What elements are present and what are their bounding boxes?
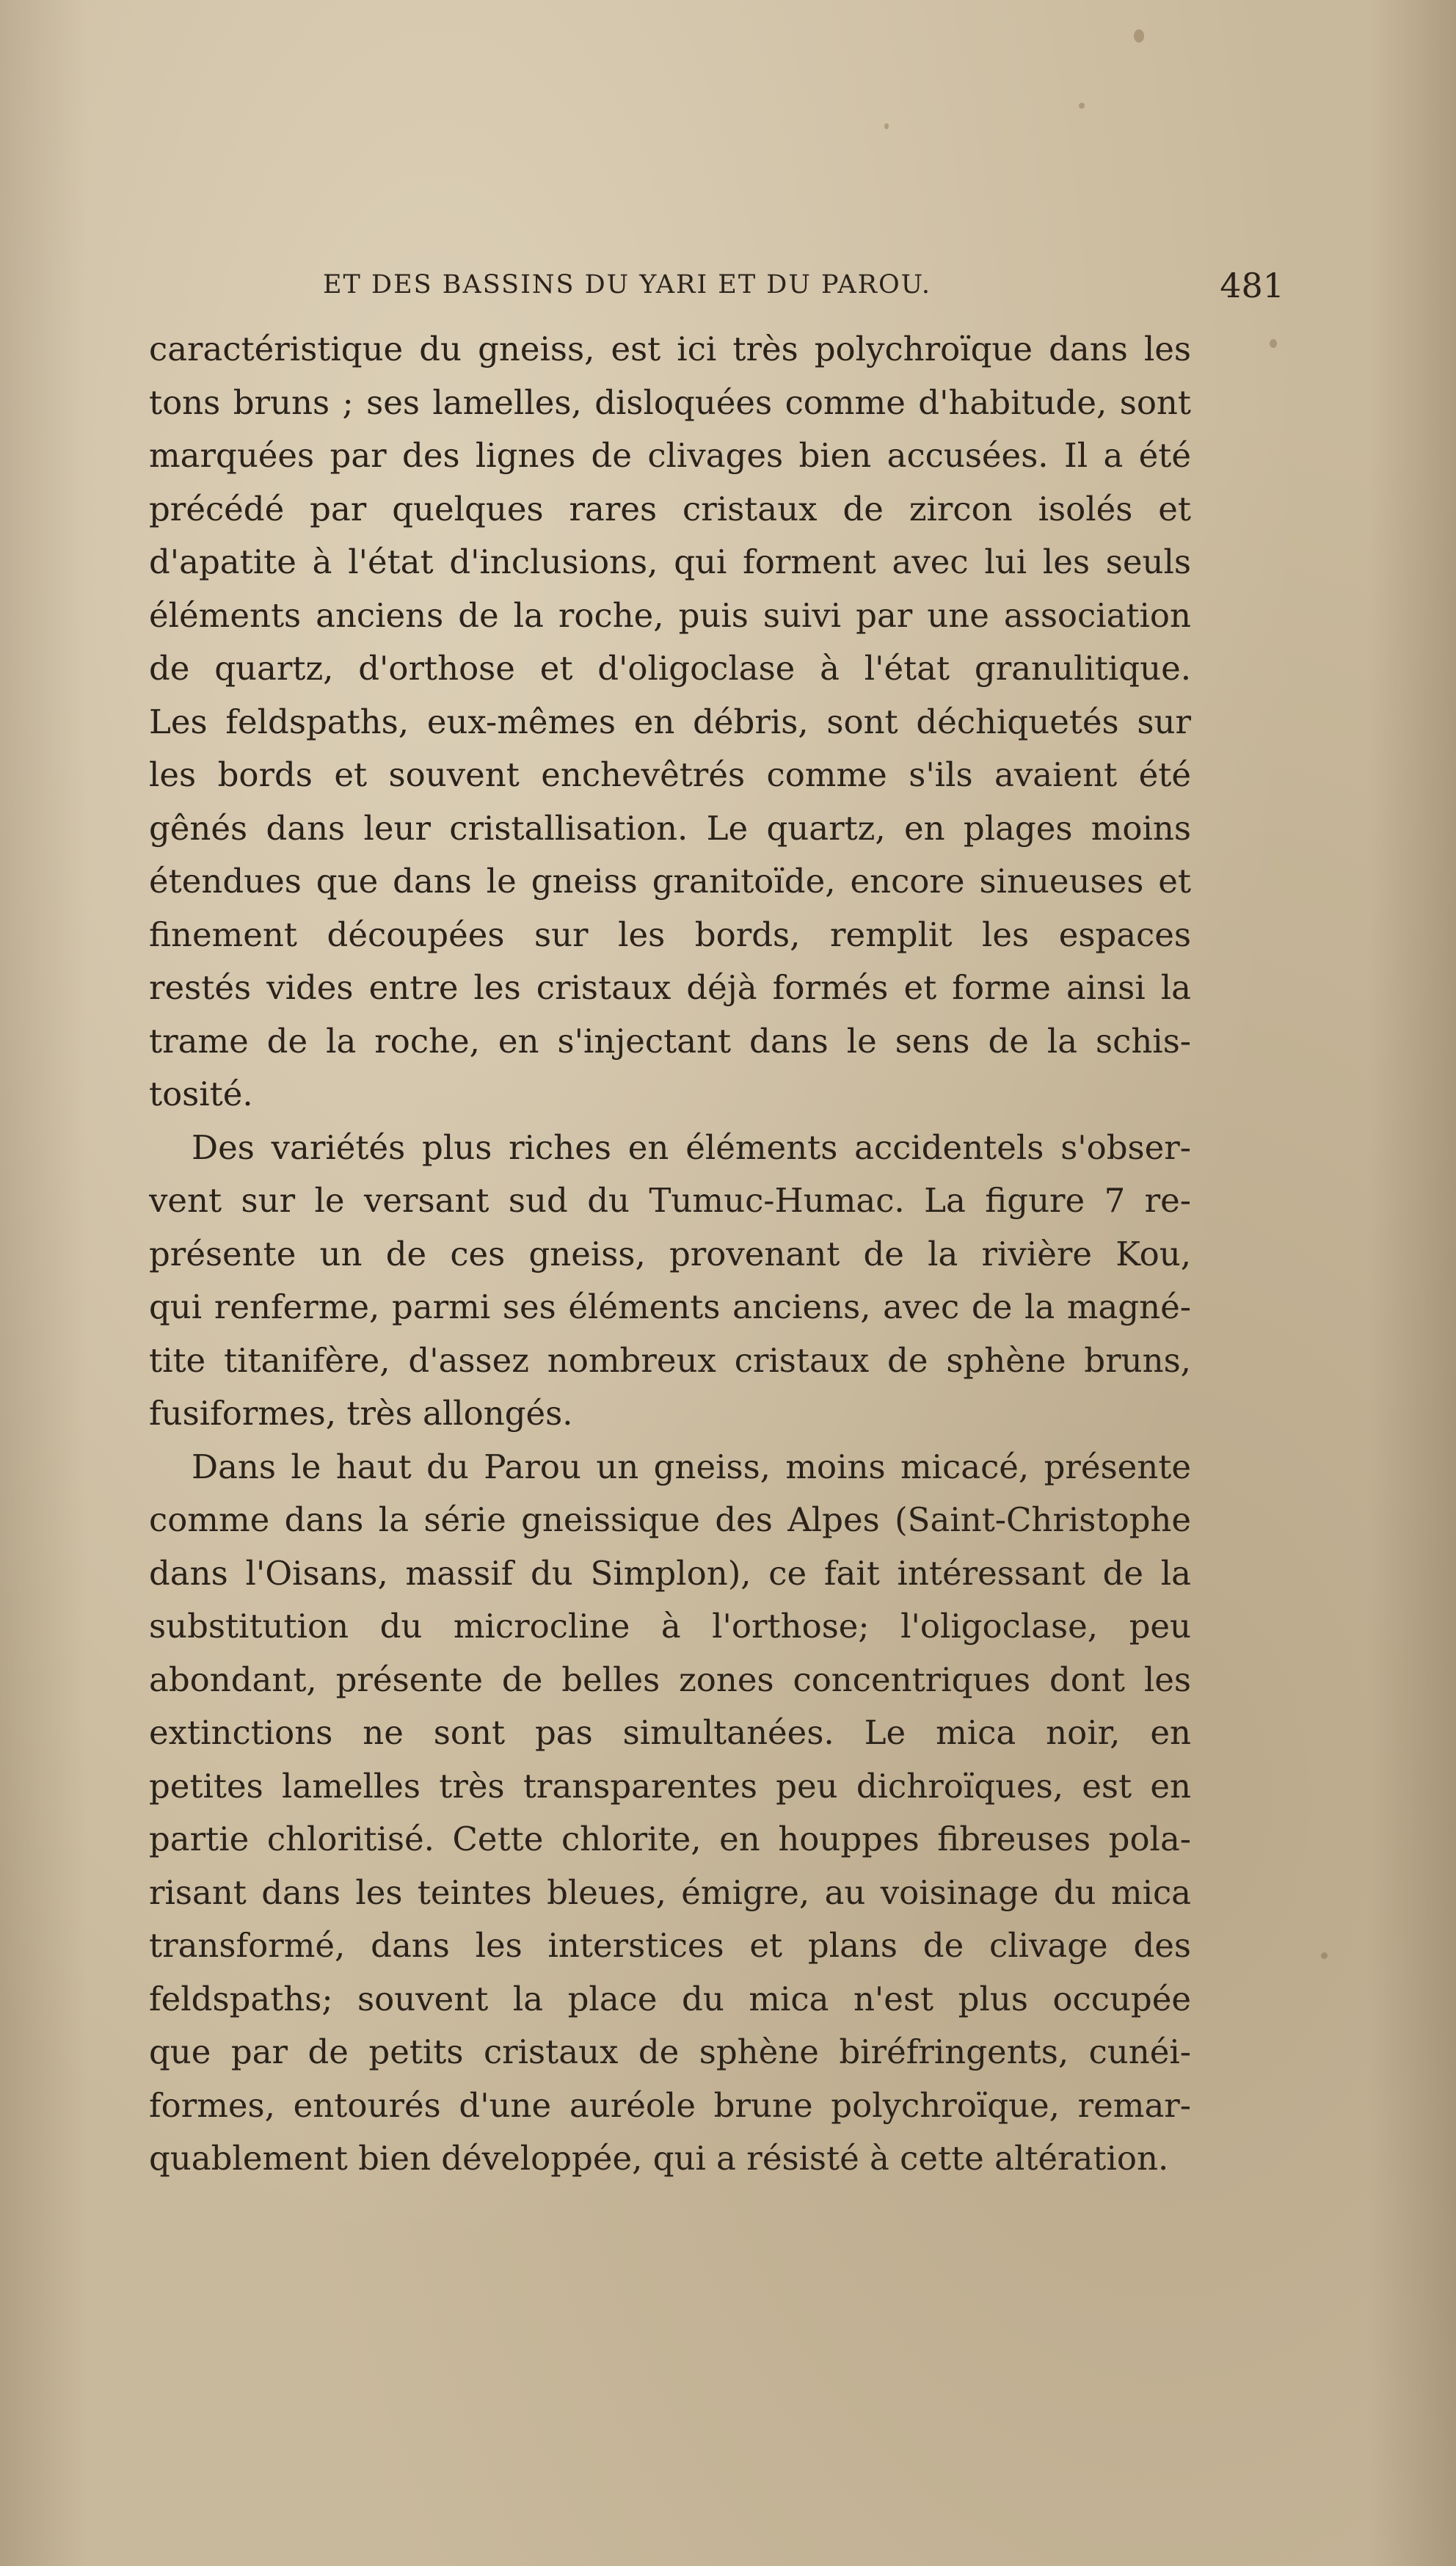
paper-spot (884, 123, 889, 129)
text-line: trame de la roche, en s'injectant dans le sens de la schis- (149, 1021, 1191, 1061)
text-line: petites lamelles très transparentes peu dichroïques, est en (149, 1766, 1191, 1806)
paper-spot (1270, 339, 1277, 348)
paper-spot (1079, 103, 1085, 109)
running-title: ET DES BASSINS DU YARI ET DU PAROU. (323, 270, 932, 299)
page-number: 481 (1220, 266, 1284, 305)
page-header (323, 266, 1284, 310)
text-line: partie chloritisé. Cette chlorite, en houppes fibreuses pola- (149, 1820, 1191, 1858)
text-line: extinctions ne sont pas simultanées. Le mica noir, en (149, 1713, 1191, 1752)
text-line: feldspaths; souvent la place du mica n'est plus occupée (149, 1979, 1191, 2018)
text-line: que par de petits cristaux de sphène biréfringents, cunéi- (149, 2032, 1191, 2071)
text-line: fusiformes, très allongés. (149, 1394, 573, 1433)
text-line: les bords et souvent enchevêtrés comme s'ils avaient été (149, 755, 1191, 794)
text-line: comme dans la série gneissique des Alpes (Saint-Christophe (149, 1500, 1191, 1539)
text-line: marquées par des lignes de clivages bien accusées. Il a été (149, 436, 1191, 475)
text-line: finement découpées sur les bords, remplit les espaces (149, 915, 1191, 954)
text-line: précédé par quelques rares cristaux de zircon isolés et (149, 489, 1191, 528)
paper-spot (1321, 1952, 1328, 1959)
text-line: Dans le haut du Parou un gneiss, moins micacé, présente (192, 1447, 1191, 1486)
text-line: caractéristique du gneiss, est ici très polychroïque dans les (149, 330, 1191, 368)
text-line: Des variétés plus riches en éléments accidentels s'obser- (192, 1127, 1191, 1167)
text-line: tite titanifère, d'assez nombreux cristaux de sphène bruns, (149, 1340, 1191, 1380)
text-line: transformé, dans les interstices et plans de clivage des (149, 1926, 1191, 1965)
text-line: restés vides entre les cristaux déjà formés et forme ainsi la (149, 968, 1191, 1007)
text-line: d'apatite à l'état d'inclusions, qui forment avec lui les seuls (149, 542, 1191, 581)
text-line: qui renferme, parmi ses éléments anciens, avec de la magné- (149, 1287, 1191, 1326)
text-line: substitution du microcline à l'orthose; l'oligoclase, peu (149, 1607, 1191, 1646)
text-line: vent sur le versant sud du Tumuc-Humac. La figure 7 re- (149, 1181, 1191, 1220)
text-line: risant dans les teintes bleues, émigre, au voisinage du mica (149, 1872, 1191, 1912)
text-line: présente un de ces gneiss, provenant de la rivière Kou, (149, 1234, 1191, 1273)
text-line: de quartz, d'orthose et d'oligoclase à l'état granulitique. (149, 649, 1191, 688)
text-line: éléments anciens de la roche, puis suivi par une association (149, 595, 1191, 635)
text-line: gênés dans leur cristallisation. Le quartz, en plages moins (149, 808, 1191, 848)
text-line: tons bruns ; ses lamelles, disloquées comme d'habitude, sont (149, 382, 1191, 422)
text-line: Les feldspaths, eux-mêmes en débris, sont déchiquetés sur (149, 702, 1191, 741)
text-line: quablement bien développée, qui a résisté à cette altération. (149, 2139, 1169, 2178)
paper-spot (1134, 29, 1144, 43)
body-text (149, 323, 1191, 2186)
text-line: abondant, présente de belles zones concentriques dont les (149, 1660, 1191, 1699)
text-line: tosité. (149, 1075, 253, 1113)
text-line: étendues que dans le gneiss granitoïde, encore sinueuses et (149, 862, 1191, 901)
text-line: formes, entourés d'une auréole brune polychroïque, remar- (149, 2085, 1191, 2125)
text-line: dans l'Oisans, massif du Simplon), ce fait intéressant de la (149, 1553, 1191, 1593)
